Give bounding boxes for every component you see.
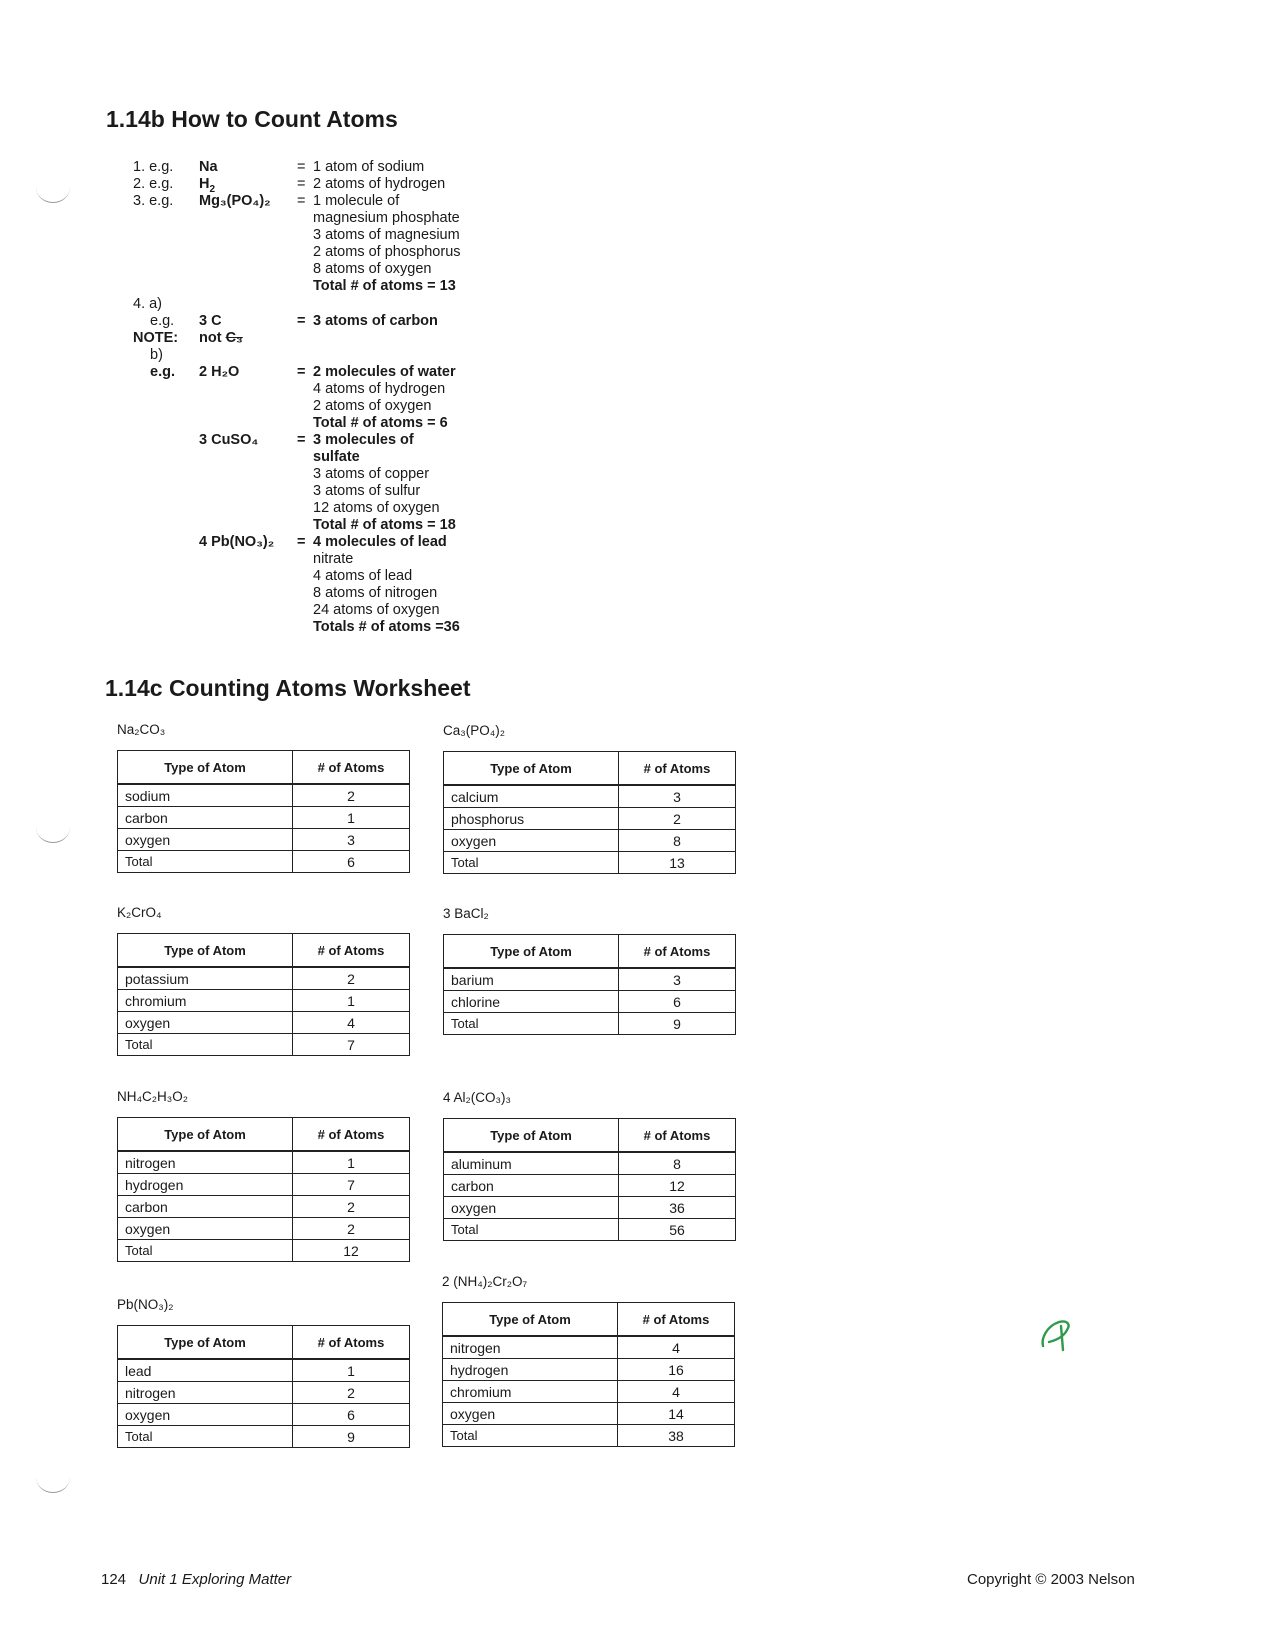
atom-type-cell: Total (443, 1425, 618, 1447)
example-formula: 4 Pb(NO₃)₂ (199, 534, 275, 550)
atom-count-cell: 7 (293, 1034, 410, 1056)
header-type-of-atom: Type of Atom (443, 1303, 618, 1337)
atom-type-cell: Total (118, 1426, 293, 1448)
example-formula: $H_2$ (199, 176, 216, 195)
result-line: 8 atoms of nitrogen (313, 585, 438, 601)
table-row (118, 1151, 410, 1174)
atom-count-cell: 16 (618, 1359, 735, 1381)
table-row (118, 851, 410, 873)
atom-type-cell: carbon (118, 1196, 293, 1218)
atom-type-cell: chlorine (444, 991, 619, 1013)
formula-label: Na₂CO₃ (117, 722, 166, 737)
atoms-table (117, 750, 410, 873)
equals-sign: = (297, 432, 306, 448)
header-number-of-atoms: # of Atoms (618, 1303, 735, 1337)
table-row (443, 1381, 735, 1403)
atoms-table (443, 1118, 736, 1241)
atom-type-cell: oxygen (118, 829, 293, 851)
atom-type-cell: sodium (118, 784, 293, 807)
atom-type-cell: oxygen (444, 1197, 619, 1219)
result-line: magnesium phosphate (313, 210, 460, 226)
equals-sign: = (297, 364, 306, 380)
atom-type-cell: Total (118, 1034, 293, 1056)
example-formula: Na (199, 159, 218, 175)
example-formula: 2 H₂O (199, 364, 240, 380)
atom-count-cell: 1 (293, 990, 410, 1012)
table-row (118, 990, 410, 1012)
table-row (118, 1359, 410, 1382)
table-row (444, 968, 736, 991)
atom-count-cell: 1 (293, 1151, 410, 1174)
atom-count-cell: 4 (293, 1012, 410, 1034)
table-row (118, 967, 410, 990)
atom-count-cell: 36 (619, 1197, 736, 1219)
table-row (118, 1218, 410, 1240)
copyright: Copyright © 2003 Nelson (967, 1571, 1135, 1588)
atom-type-cell: potassium (118, 967, 293, 990)
formula-label: NH₄C₂H₃O₂ (117, 1089, 188, 1104)
result-line: 4 atoms of lead (313, 568, 413, 584)
table-row (118, 1382, 410, 1404)
atom-count-cell: 8 (619, 830, 736, 852)
table-row (443, 1425, 735, 1447)
formula-label: 4 Al₂(CO₃)₃ (443, 1090, 511, 1105)
result-line: 3 atoms of sulfur (313, 483, 421, 499)
equals-sign: = (297, 193, 306, 209)
formula-label: Ca₃(PO₄)₂ (443, 723, 506, 738)
atoms-table (443, 934, 736, 1035)
total-line: Totals # of atoms =36 (313, 619, 460, 635)
header-type-of-atom: Type of Atom (118, 934, 293, 968)
header-number-of-atoms: # of Atoms (293, 1326, 410, 1360)
result-head-cont: sulfate (313, 449, 360, 465)
atom-type-cell: oxygen (118, 1218, 293, 1240)
atom-type-cell: barium (444, 968, 619, 991)
atom-type-cell: lead (118, 1359, 293, 1382)
atom-type-cell: Total (444, 1013, 619, 1035)
atom-count-cell: 2 (293, 1218, 410, 1240)
table-row (444, 852, 736, 874)
hand-drawn-check-icon (1037, 1316, 1073, 1354)
result-line: 2 atoms of oxygen (313, 398, 432, 414)
atom-count-cell: 9 (293, 1426, 410, 1448)
atom-type-cell: hydrogen (443, 1359, 618, 1381)
header-type-of-atom: Type of Atom (444, 752, 619, 786)
atom-type-cell: Total (444, 852, 619, 874)
total-line: Total # of atoms = 13 (313, 278, 456, 294)
atom-type-cell: oxygen (118, 1404, 293, 1426)
header-number-of-atoms: # of Atoms (619, 1119, 736, 1153)
table-row (443, 1403, 735, 1425)
header-number-of-atoms: # of Atoms (293, 934, 410, 968)
atom-count-cell: 4 (618, 1336, 735, 1359)
binder-hole-mark (36, 812, 70, 843)
equals-sign: = (297, 313, 306, 329)
equals-sign: = (297, 534, 306, 550)
atom-count-cell: 6 (293, 851, 410, 873)
table-row (118, 1012, 410, 1034)
atom-type-cell: oxygen (444, 830, 619, 852)
table-row (444, 785, 736, 808)
example-number: b) (150, 347, 163, 363)
atom-count-cell: 1 (293, 807, 410, 829)
total-line: Total # of atoms = 18 (313, 517, 456, 533)
example-result: 3 atoms of carbon (313, 313, 438, 329)
table-header-row (444, 752, 736, 786)
result-line: 2 atoms of phosphorus (313, 244, 461, 260)
example-formula: 3 CuSO₄ (199, 432, 259, 448)
equals-sign: = (297, 176, 306, 192)
atom-count-cell: 12 (293, 1240, 410, 1262)
eg-label: e.g. (150, 364, 175, 380)
table-row (444, 1152, 736, 1175)
table-row (118, 1240, 410, 1262)
table-row (118, 1404, 410, 1426)
formula-label: 3 BaCl₂ (443, 906, 489, 921)
atom-type-cell: calcium (444, 785, 619, 808)
atom-type-cell: oxygen (118, 1012, 293, 1034)
atom-count-cell: 12 (619, 1175, 736, 1197)
atom-count-cell: 2 (293, 1196, 410, 1218)
atom-count-cell: 2 (293, 784, 410, 807)
atom-type-cell: nitrogen (118, 1151, 293, 1174)
atom-count-cell: 8 (619, 1152, 736, 1175)
header-number-of-atoms: # of Atoms (619, 935, 736, 969)
equals-sign: = (297, 159, 306, 175)
table-row (444, 808, 736, 830)
page-number: 124 (101, 1571, 127, 1588)
example-number: 4. a) (133, 296, 163, 312)
atom-count-cell: 2 (293, 1382, 410, 1404)
atom-type-cell: Total (118, 1240, 293, 1262)
atom-count-cell: 6 (293, 1404, 410, 1426)
result-line: 3 atoms of magnesium (313, 227, 460, 243)
atom-count-cell: 13 (619, 852, 736, 874)
table-row (443, 1336, 735, 1359)
atom-type-cell: chromium (443, 1381, 618, 1403)
header-type-of-atom: Type of Atom (118, 1326, 293, 1360)
atom-count-cell: 4 (618, 1381, 735, 1403)
result-line: 12 atoms of oxygen (313, 500, 440, 516)
atom-count-cell: 2 (293, 967, 410, 990)
atom-count-cell: 3 (619, 785, 736, 808)
table-row (118, 807, 410, 829)
table-header-row (118, 1118, 410, 1152)
table-row (118, 784, 410, 807)
table-row (443, 1359, 735, 1381)
atom-count-cell: 56 (619, 1219, 736, 1241)
atom-type-cell: carbon (444, 1175, 619, 1197)
table-header-row (443, 1303, 735, 1337)
binder-hole-mark (36, 1462, 70, 1493)
result-line: 4 atoms of hydrogen (313, 381, 446, 397)
table-row (118, 829, 410, 851)
atom-type-cell: phosphorus (444, 808, 619, 830)
atom-type-cell: aluminum (444, 1152, 619, 1175)
atom-type-cell: Total (118, 851, 293, 873)
atom-count-cell: 1 (293, 1359, 410, 1382)
footer-left (101, 1571, 291, 1588)
result-head: 3 molecules of (313, 432, 414, 448)
result-line: nitrate (313, 551, 354, 567)
atom-count-cell: 3 (293, 829, 410, 851)
formula-label: K₂CrO₄ (117, 905, 162, 920)
atoms-table (117, 933, 410, 1056)
header-type-of-atom: Type of Atom (444, 1119, 619, 1153)
atoms-table (117, 1117, 410, 1262)
example-result: 1 atom of sodium (313, 159, 425, 175)
table-header-row (444, 1119, 736, 1153)
result-line: 24 atoms of oxygen (313, 602, 440, 618)
example-number: 1. e.g. (133, 159, 174, 175)
unit-title: Unit 1 Exploring Matter (138, 1571, 292, 1588)
table-row (444, 991, 736, 1013)
total-line: Total # of atoms = 6 (313, 415, 448, 431)
atom-count-cell: 9 (619, 1013, 736, 1035)
atom-type-cell: hydrogen (118, 1174, 293, 1196)
table-row (118, 1174, 410, 1196)
example-formula: Mg₃(PO₄)₂ (199, 193, 271, 209)
atom-count-cell: 38 (618, 1425, 735, 1447)
header-number-of-atoms: # of Atoms (619, 752, 736, 786)
note-text: not C₃ (199, 330, 243, 346)
atom-type-cell: chromium (118, 990, 293, 1012)
header-number-of-atoms: # of Atoms (293, 751, 410, 785)
example-number: 2. e.g. (133, 176, 174, 192)
table-header-row (118, 1326, 410, 1360)
header-type-of-atom: Type of Atom (444, 935, 619, 969)
result-head: 4 molecules of lead (313, 534, 447, 550)
header-type-of-atom: Type of Atom (118, 751, 293, 785)
atom-type-cell: nitrogen (118, 1382, 293, 1404)
atoms-table (442, 1302, 735, 1447)
atoms-table (443, 751, 736, 874)
table-header-row (118, 751, 410, 785)
table-header-row (118, 934, 410, 968)
atom-type-cell: Total (444, 1219, 619, 1241)
result-line: 3 atoms of copper (313, 466, 430, 482)
example-formula: 3 C (199, 313, 222, 329)
atom-count-cell: 2 (619, 808, 736, 830)
table-row (444, 1219, 736, 1241)
eg-label: e.g. (150, 313, 175, 329)
examples-block (0, 0, 1275, 650)
table-row (118, 1034, 410, 1056)
table-header-row (444, 935, 736, 969)
header-number-of-atoms: # of Atoms (293, 1118, 410, 1152)
table-row (444, 830, 736, 852)
section-c-title: 1.14c Counting Atoms Worksheet (105, 675, 471, 701)
atom-count-cell: 14 (618, 1403, 735, 1425)
atoms-table (117, 1325, 410, 1448)
note-label: NOTE: (133, 330, 179, 346)
example-result: 2 atoms of hydrogen (313, 176, 446, 192)
atom-count-cell: 7 (293, 1174, 410, 1196)
formula-label: Pb(NO₃)₂ (117, 1297, 174, 1312)
table-row (444, 1013, 736, 1035)
formula-label: 2 (NH₄)₂Cr₂O₇ (442, 1274, 528, 1289)
table-row (118, 1426, 410, 1448)
table-row (444, 1197, 736, 1219)
atom-count-cell: 3 (619, 968, 736, 991)
result-head: 2 molecules of water (313, 364, 456, 380)
result-line: 8 atoms of oxygen (313, 261, 432, 277)
atom-count-cell: 6 (619, 991, 736, 1013)
crossed-formula: C₃ (225, 330, 243, 346)
atom-type-cell: oxygen (443, 1403, 618, 1425)
atom-type-cell: carbon (118, 807, 293, 829)
header-type-of-atom: Type of Atom (118, 1118, 293, 1152)
atom-type-cell: nitrogen (443, 1336, 618, 1359)
example-number: 3. e.g. (133, 193, 174, 209)
table-row (444, 1175, 736, 1197)
section-b-title: 1.14b How to Count Atoms (106, 106, 398, 132)
table-row (118, 1196, 410, 1218)
result-line: 1 molecule of (313, 193, 400, 209)
